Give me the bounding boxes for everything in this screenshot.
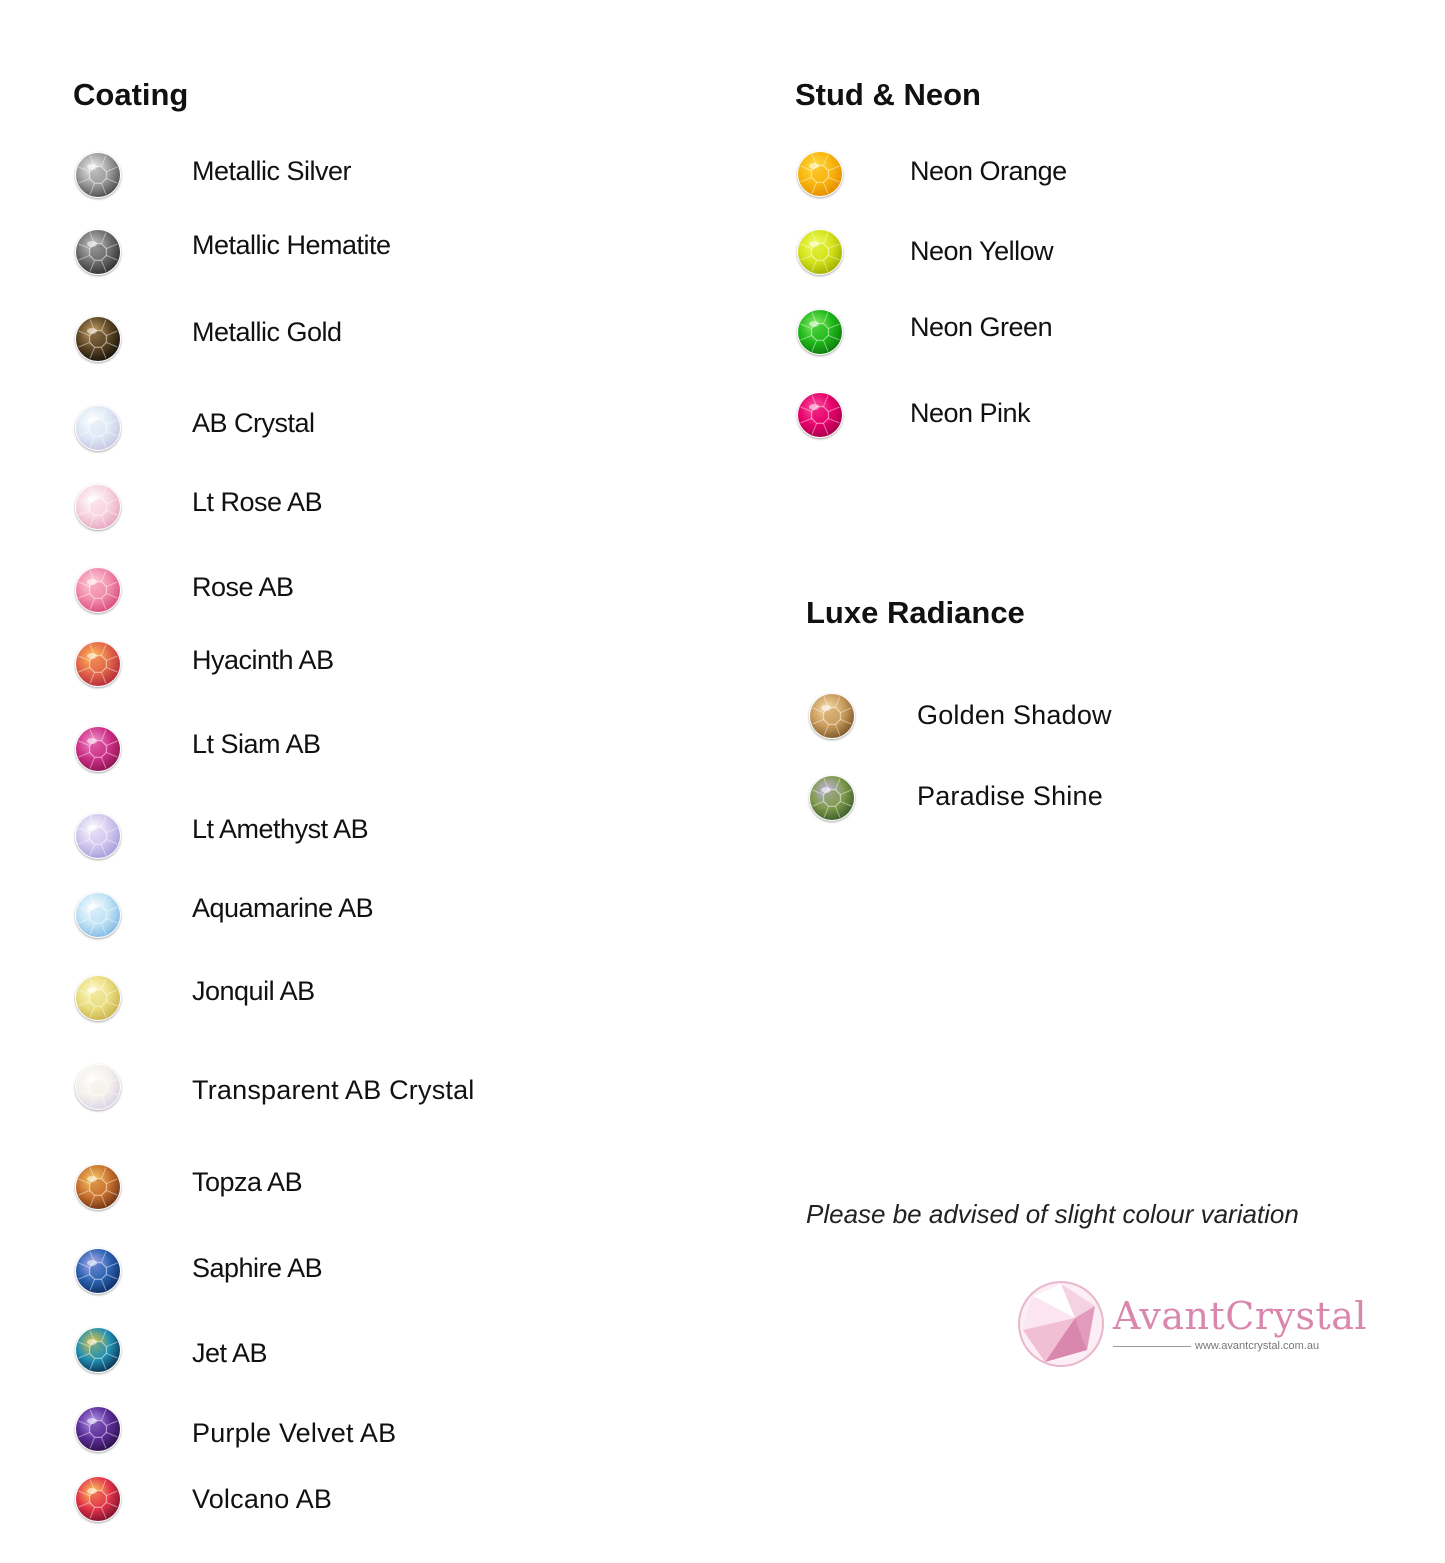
- lt-amethyst-ab-label: Lt Amethyst AB: [192, 814, 369, 844]
- brand-logo: [1015, 1278, 1368, 1370]
- neon-orange-swatch-icon: [797, 151, 843, 197]
- ab-crystal-swatch-icon: [75, 405, 121, 451]
- lt-amethyst-ab-swatch-icon: [75, 813, 121, 859]
- metallic-gold-swatch-icon: [75, 316, 121, 362]
- neon-pink-swatch-icon: [797, 392, 843, 438]
- neon-orange-label: Neon Orange: [910, 156, 1067, 186]
- golden-shadow-label: Golden Shadow: [917, 700, 1112, 730]
- stud-neon-heading: Stud & Neon: [795, 77, 981, 112]
- neon-green-label: Neon Green: [910, 312, 1053, 342]
- rose-ab-label: Rose AB: [192, 572, 294, 602]
- hyacinth-ab-swatch-icon: [75, 641, 121, 687]
- lt-siam-ab-label: Lt Siam AB: [192, 729, 321, 759]
- jet-ab-label: Jet AB: [192, 1338, 268, 1368]
- aquamarine-ab-swatch-icon: [75, 892, 121, 938]
- neon-yellow-label: Neon Yellow: [910, 236, 1054, 266]
- saphire-ab-label: Saphire AB: [192, 1253, 323, 1283]
- metallic-hematite-label: Metallic Hematite: [192, 230, 391, 260]
- rose-ab-swatch-icon: [75, 567, 121, 613]
- coating-heading: Coating: [73, 77, 189, 112]
- logo-divider: [1113, 1346, 1191, 1347]
- luxe-radiance-heading: Luxe Radiance: [806, 595, 1025, 630]
- paradise-shine-swatch-icon: [809, 775, 855, 821]
- metallic-gold-label: Metallic Gold: [192, 317, 342, 347]
- jet-ab-swatch-icon: [75, 1327, 121, 1373]
- jonquil-ab-label: Jonquil AB: [192, 976, 315, 1006]
- topza-ab-label: Topza AB: [192, 1167, 303, 1197]
- logo-wordmark: AvantCrystal: [1113, 1294, 1368, 1338]
- lt-rose-ab-swatch-icon: [75, 484, 121, 530]
- volcano-ab-label: Volcano AB: [192, 1484, 333, 1514]
- metallic-hematite-swatch-icon: [75, 229, 121, 275]
- saphire-ab-swatch-icon: [75, 1248, 121, 1294]
- transparent-ab-crystal-swatch-icon: [75, 1064, 121, 1110]
- aquamarine-ab-label: Aquamarine AB: [192, 893, 374, 923]
- crystal-logo-icon: [1015, 1278, 1107, 1370]
- golden-shadow-swatch-icon: [809, 693, 855, 739]
- metallic-silver-swatch-icon: [75, 152, 121, 198]
- neon-green-swatch-icon: [797, 309, 843, 355]
- lt-siam-ab-swatch-icon: [75, 726, 121, 772]
- logo-url: www.avantcrystal.com.au: [1195, 1340, 1320, 1352]
- hyacinth-ab-label: Hyacinth AB: [192, 645, 334, 675]
- neon-yellow-swatch-icon: [797, 229, 843, 275]
- metallic-silver-label: Metallic Silver: [192, 156, 352, 186]
- lt-rose-ab-label: Lt Rose AB: [192, 487, 323, 517]
- colour-variation-note: Please be advised of slight colour variation: [806, 1199, 1299, 1229]
- neon-pink-label: Neon Pink: [910, 398, 1031, 428]
- volcano-ab-swatch-icon: [75, 1476, 121, 1522]
- jonquil-ab-swatch-icon: [75, 975, 121, 1021]
- purple-velvet-ab-swatch-icon: [75, 1406, 121, 1452]
- transparent-ab-crystal-label: Transparent AB Crystal: [192, 1075, 475, 1105]
- paradise-shine-label: Paradise Shine: [917, 781, 1103, 811]
- topza-ab-swatch-icon: [75, 1164, 121, 1210]
- ab-crystal-label: AB Crystal: [192, 408, 315, 438]
- purple-velvet-ab-label: Purple Velvet AB: [192, 1418, 397, 1448]
